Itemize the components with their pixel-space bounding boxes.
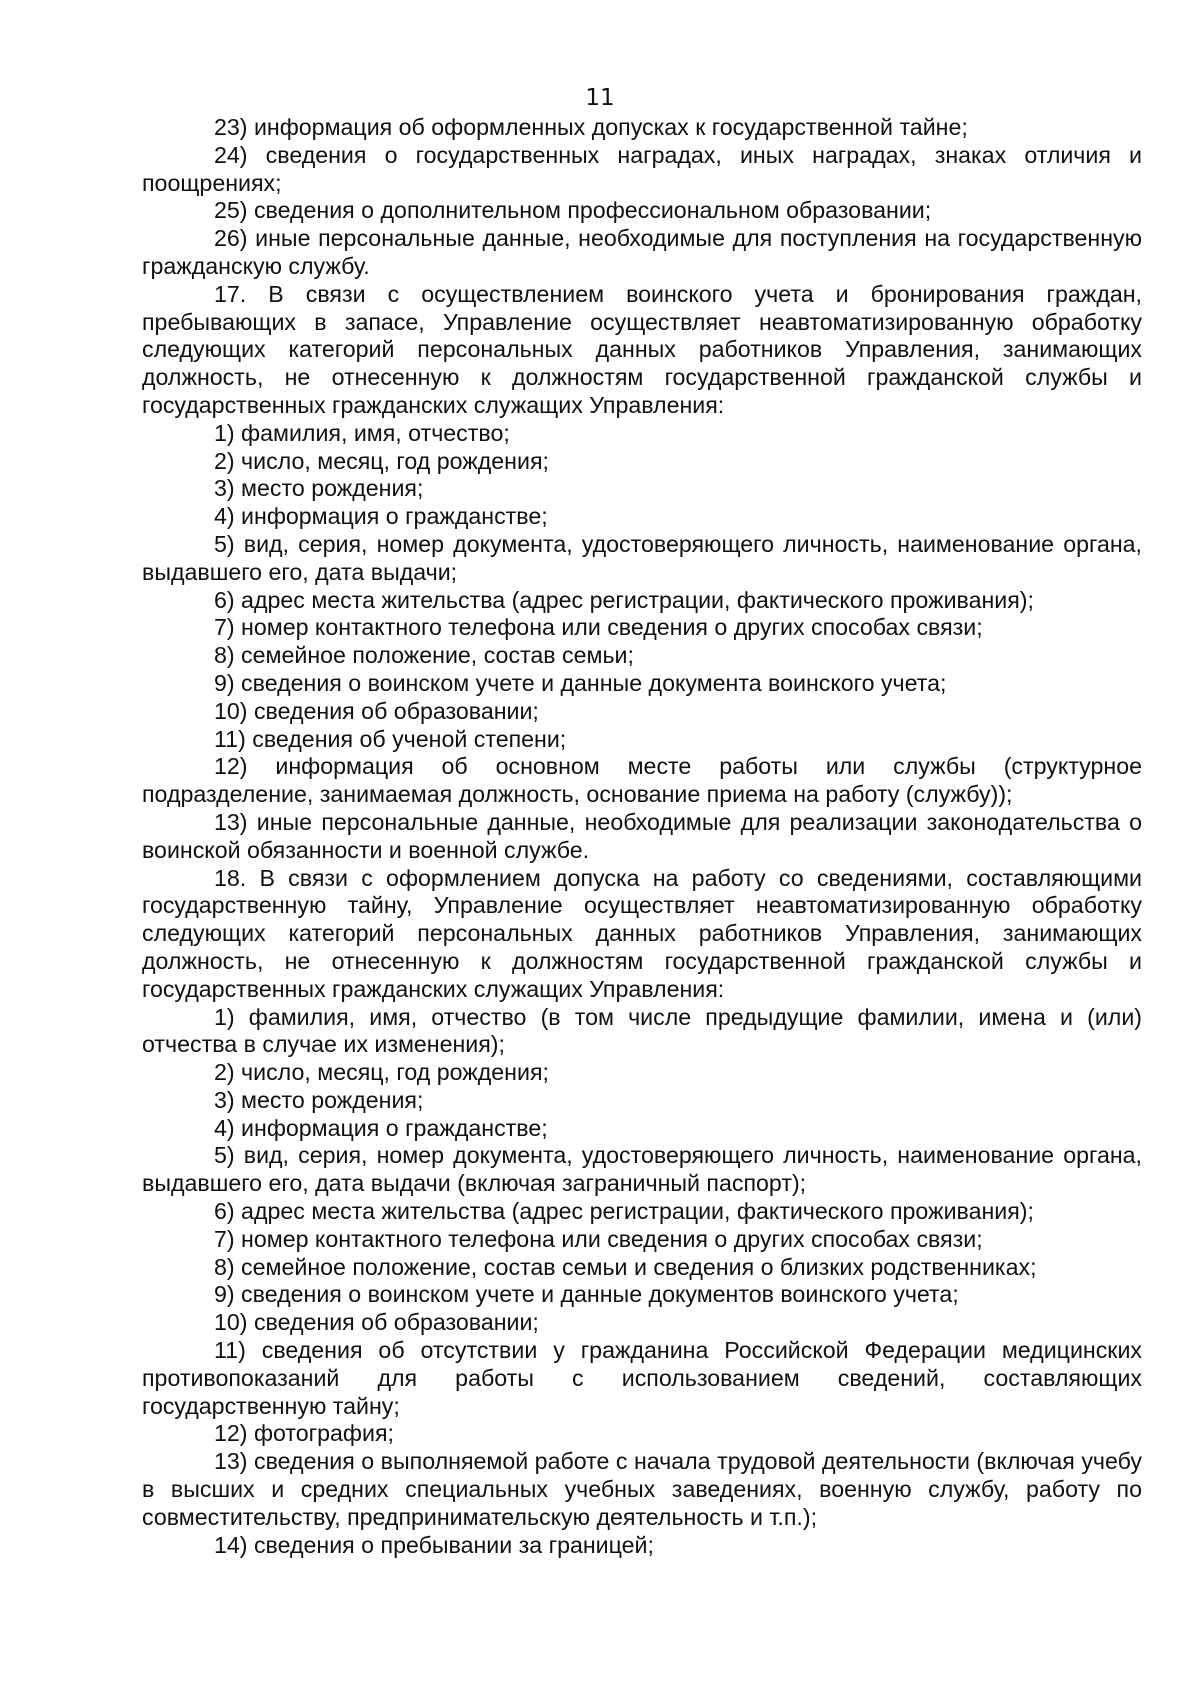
paragraph: 23) информация об оформленных допусках к государственной тайне; xyxy=(214,114,968,140)
paragraph: 13) иные персональные данные, необходимые для реализации законодательства о воинской обязанности и военной службе. xyxy=(142,808,1142,863)
paragraph: 4) информация о гражданстве; xyxy=(214,1114,548,1141)
paragraph: 10) сведения об образовании; xyxy=(214,1309,539,1336)
paragraph: 17. В связи с осуществлением воинского учета и бронирования граждан, пребывающих в запасе, Управление осуществляет неавтоматизированную обработку следующих категорий персональных данных работников Управления, занимающих должность, не отнесенную к должностям государственной гражданской службы и государственных гражданских служащих Управления: xyxy=(142,280,1142,418)
paragraph: 9) сведения о воинском учете и данные документов воинского учета; xyxy=(214,1281,959,1308)
paragraph: 24) сведения о государственных наградах, иных наградах, знаках отличия и поощрениях; xyxy=(142,141,1142,196)
paragraph: 26) иные персональные данные, необходимые для поступления на государственную гражданскую службу. xyxy=(142,225,1142,279)
page-number: 11 xyxy=(585,85,615,111)
paragraph: 2) число, месяц, год рождения; xyxy=(214,1059,549,1086)
paragraph: 8) семейное положение, состав семьи и сведения о близких родственниках; xyxy=(214,1253,1037,1280)
paragraph: 13) сведения о выполняемой работе с начала трудовой деятельности (включая учебу в высших и средних специальных учебных заведениях, военную службу, работу по совместительству, предпринимательскую деятельность и т.п.); xyxy=(142,1448,1142,1530)
paragraph: 9) сведения о воинском учете и данные документа воинского учета; xyxy=(214,669,947,696)
paragraph: 3) место рождения; xyxy=(214,1086,424,1113)
paragraph: 1) фамилия, имя, отчество; xyxy=(214,419,510,446)
paragraph: 2) число, месяц, год рождения; xyxy=(214,447,549,474)
paragraph: 11) сведения об ученой степени; xyxy=(214,725,567,752)
document-body xyxy=(142,114,1142,1559)
paragraph: 25) сведения о дополнительном профессиональном образовании; xyxy=(214,197,932,224)
paragraph: 11) сведения об отсутствии у гражданина Российской Федерации медицинских противопоказаний для работы с использованием сведений, составляющих государственную тайну; xyxy=(142,1337,1142,1419)
paragraph: 5) вид, серия, номер документа, удостоверяющего личность, наименование органа, выдавшего его, дата выдачи; xyxy=(142,530,1142,585)
paragraph: 10) сведения об образовании; xyxy=(214,697,539,724)
paragraph: 14) сведения о пребывании за границей; xyxy=(214,1531,654,1558)
paragraph: 8) семейное положение, состав семьи; xyxy=(214,642,634,669)
paragraph: 6) адрес места жительства (адрес регистрации, фактического проживания); xyxy=(214,1198,1034,1225)
paragraph: 12) информация об основном месте работы или службы (структурное подразделение, занимаемая должность, основание приема на работу (службу)); xyxy=(142,753,1142,808)
paragraph: 6) адрес места жительства (адрес регистрации, фактического проживания); xyxy=(214,586,1034,613)
paragraph: 18. В связи с оформлением допуска на работу со сведениями, составляющими государственную тайну, Управление осуществляет неавтоматизированную обработку следующих категорий персональных данных работников Управления, занимающих должность, не отнесенную к должностям государственной гражданской службы и государственных гражданских служащих Управления: xyxy=(142,864,1142,1002)
paragraph: 7) номер контактного телефона или сведения о других способах связи; xyxy=(214,1225,983,1252)
paragraph: 5) вид, серия, номер документа, удостоверяющего личность, наименование органа, выдавшего его, дата выдачи (включая заграничный паспорт); xyxy=(142,1142,1142,1197)
paragraph: 1) фамилия, имя, отчество (в том числе предыдущие фамилии, имена и (или) отчества в случае их изменения); xyxy=(142,1003,1142,1058)
paragraph: 4) информация о гражданстве; xyxy=(214,503,548,530)
paragraph: 7) номер контактного телефона или сведения о других способах связи; xyxy=(214,614,983,641)
paragraph: 12) фотография; xyxy=(214,1420,394,1447)
paragraph: 3) место рождения; xyxy=(214,475,424,502)
